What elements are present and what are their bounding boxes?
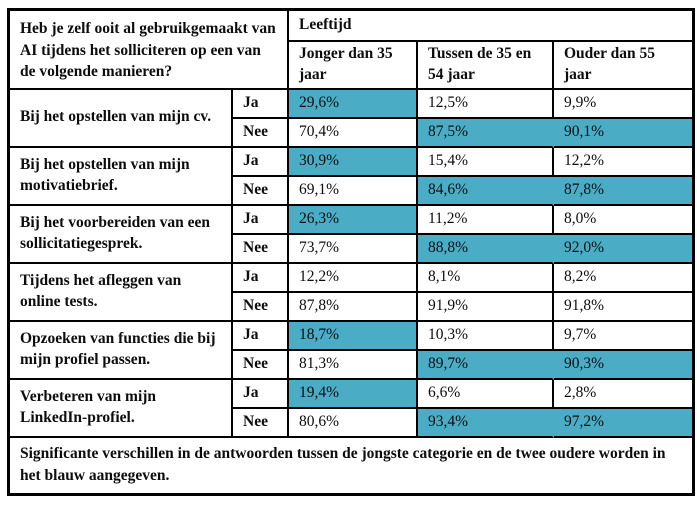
percentage-cell: 8,0% [554, 206, 692, 235]
percentage-cell: 91,8% [554, 293, 692, 322]
question-cell-motivatiebrief: Bij het opstellen van mijn motivatiebrief. [10, 148, 233, 206]
percentage-cell: 30,9% [289, 148, 418, 177]
percentage-cell: 12,5% [418, 90, 554, 119]
percentage-cell: 80,6% [289, 409, 418, 438]
percentage-cell: 8,2% [554, 264, 692, 293]
percentage-cell: 97,2% [554, 409, 692, 438]
footer-note: Significante verschillen in de antwoorden tussen de jongste categorie en de twee oudere worden in het blauw aangegeven. [20, 444, 666, 485]
survey-table [7, 8, 695, 496]
table-row-cv-ja [10, 90, 692, 119]
col-header-tussen-35-54: Tussen de 35 en 54 jaar [418, 42, 554, 90]
question-cell-sollicitatiegesprek: Bij het voorbereiden van een sollicitatiegesprek. [10, 206, 233, 264]
table-row-motivatiebrief-ja [10, 148, 692, 177]
table-title-question: Heb je zelf ooit al gebruikgemaakt van AI tijdens het solliciteren op een van de volgende manieren? [10, 11, 289, 90]
percentage-cell: 89,7% [418, 351, 554, 380]
answer-label-ja: Ja [233, 148, 289, 177]
percentage-cell: 2,8% [554, 380, 692, 409]
question-cell-online-tests: Tijdens het afleggen van online tests. [10, 264, 233, 322]
percentage-cell: 26,3% [289, 206, 418, 235]
percentage-cell: 18,7% [289, 322, 418, 351]
answer-label-nee: Nee [233, 409, 289, 438]
table-row-tests-ja [10, 264, 692, 293]
percentage-cell: 87,8% [554, 177, 692, 206]
percentage-cell: 88,8% [418, 235, 554, 264]
answer-label-ja: Ja [233, 206, 289, 235]
percentage-cell: 19,4% [289, 380, 418, 409]
percentage-cell: 93,4% [418, 409, 554, 438]
percentage-cell: 9,7% [554, 322, 692, 351]
percentage-cell: 69,1% [289, 177, 418, 206]
percentage-cell: 12,2% [289, 264, 418, 293]
table-row-functies-ja [10, 322, 692, 351]
footer-row [10, 438, 692, 493]
percentage-cell: 15,4% [418, 148, 554, 177]
answer-label-nee: Nee [233, 351, 289, 380]
percentage-cell: 90,3% [554, 351, 692, 380]
answer-label-ja: Ja [233, 380, 289, 409]
col-header-ouder-dan-55: Ouder dan 55 jaar [554, 42, 692, 90]
percentage-cell: 70,4% [289, 119, 418, 148]
percentage-cell: 92,0% [554, 235, 692, 264]
question-cell-cv: Bij het opstellen van mijn cv. [10, 90, 233, 148]
percentage-cell: 29,6% [289, 90, 418, 119]
percentage-cell: 84,6% [418, 177, 554, 206]
percentage-cell: 10,3% [418, 322, 554, 351]
table-row-gesprek-ja [10, 206, 692, 235]
percentage-cell: 73,7% [289, 235, 418, 264]
percentage-cell: 11,2% [418, 206, 554, 235]
percentage-cell: 91,9% [418, 293, 554, 322]
header-row-leeftijd [10, 11, 692, 42]
percentage-cell: 9,9% [554, 90, 692, 119]
answer-label-nee: Nee [233, 177, 289, 206]
leeftijd-header: Leeftijd [289, 11, 692, 42]
answer-label-ja: Ja [233, 90, 289, 119]
table-row-linkedin-ja [10, 380, 692, 409]
answer-label-nee: Nee [233, 293, 289, 322]
percentage-cell: 8,1% [418, 264, 554, 293]
percentage-cell: 81,3% [289, 351, 418, 380]
percentage-cell: 87,8% [289, 293, 418, 322]
col-header-jonger-dan-35: Jonger dan 35 jaar [289, 42, 418, 90]
percentage-cell: 90,1% [554, 119, 692, 148]
answer-label-ja: Ja [233, 264, 289, 293]
percentage-cell: 87,5% [418, 119, 554, 148]
answer-label-nee: Nee [233, 235, 289, 264]
question-cell-functies: Opzoeken van functies die bij mijn profiel passen. [10, 322, 233, 380]
percentage-cell: 12,2% [554, 148, 692, 177]
percentage-cell: 6,6% [418, 380, 554, 409]
answer-label-nee: Nee [233, 119, 289, 148]
answer-label-ja: Ja [233, 322, 289, 351]
question-cell-linkedin: Verbeteren van mijn LinkedIn-profiel. [10, 380, 233, 438]
